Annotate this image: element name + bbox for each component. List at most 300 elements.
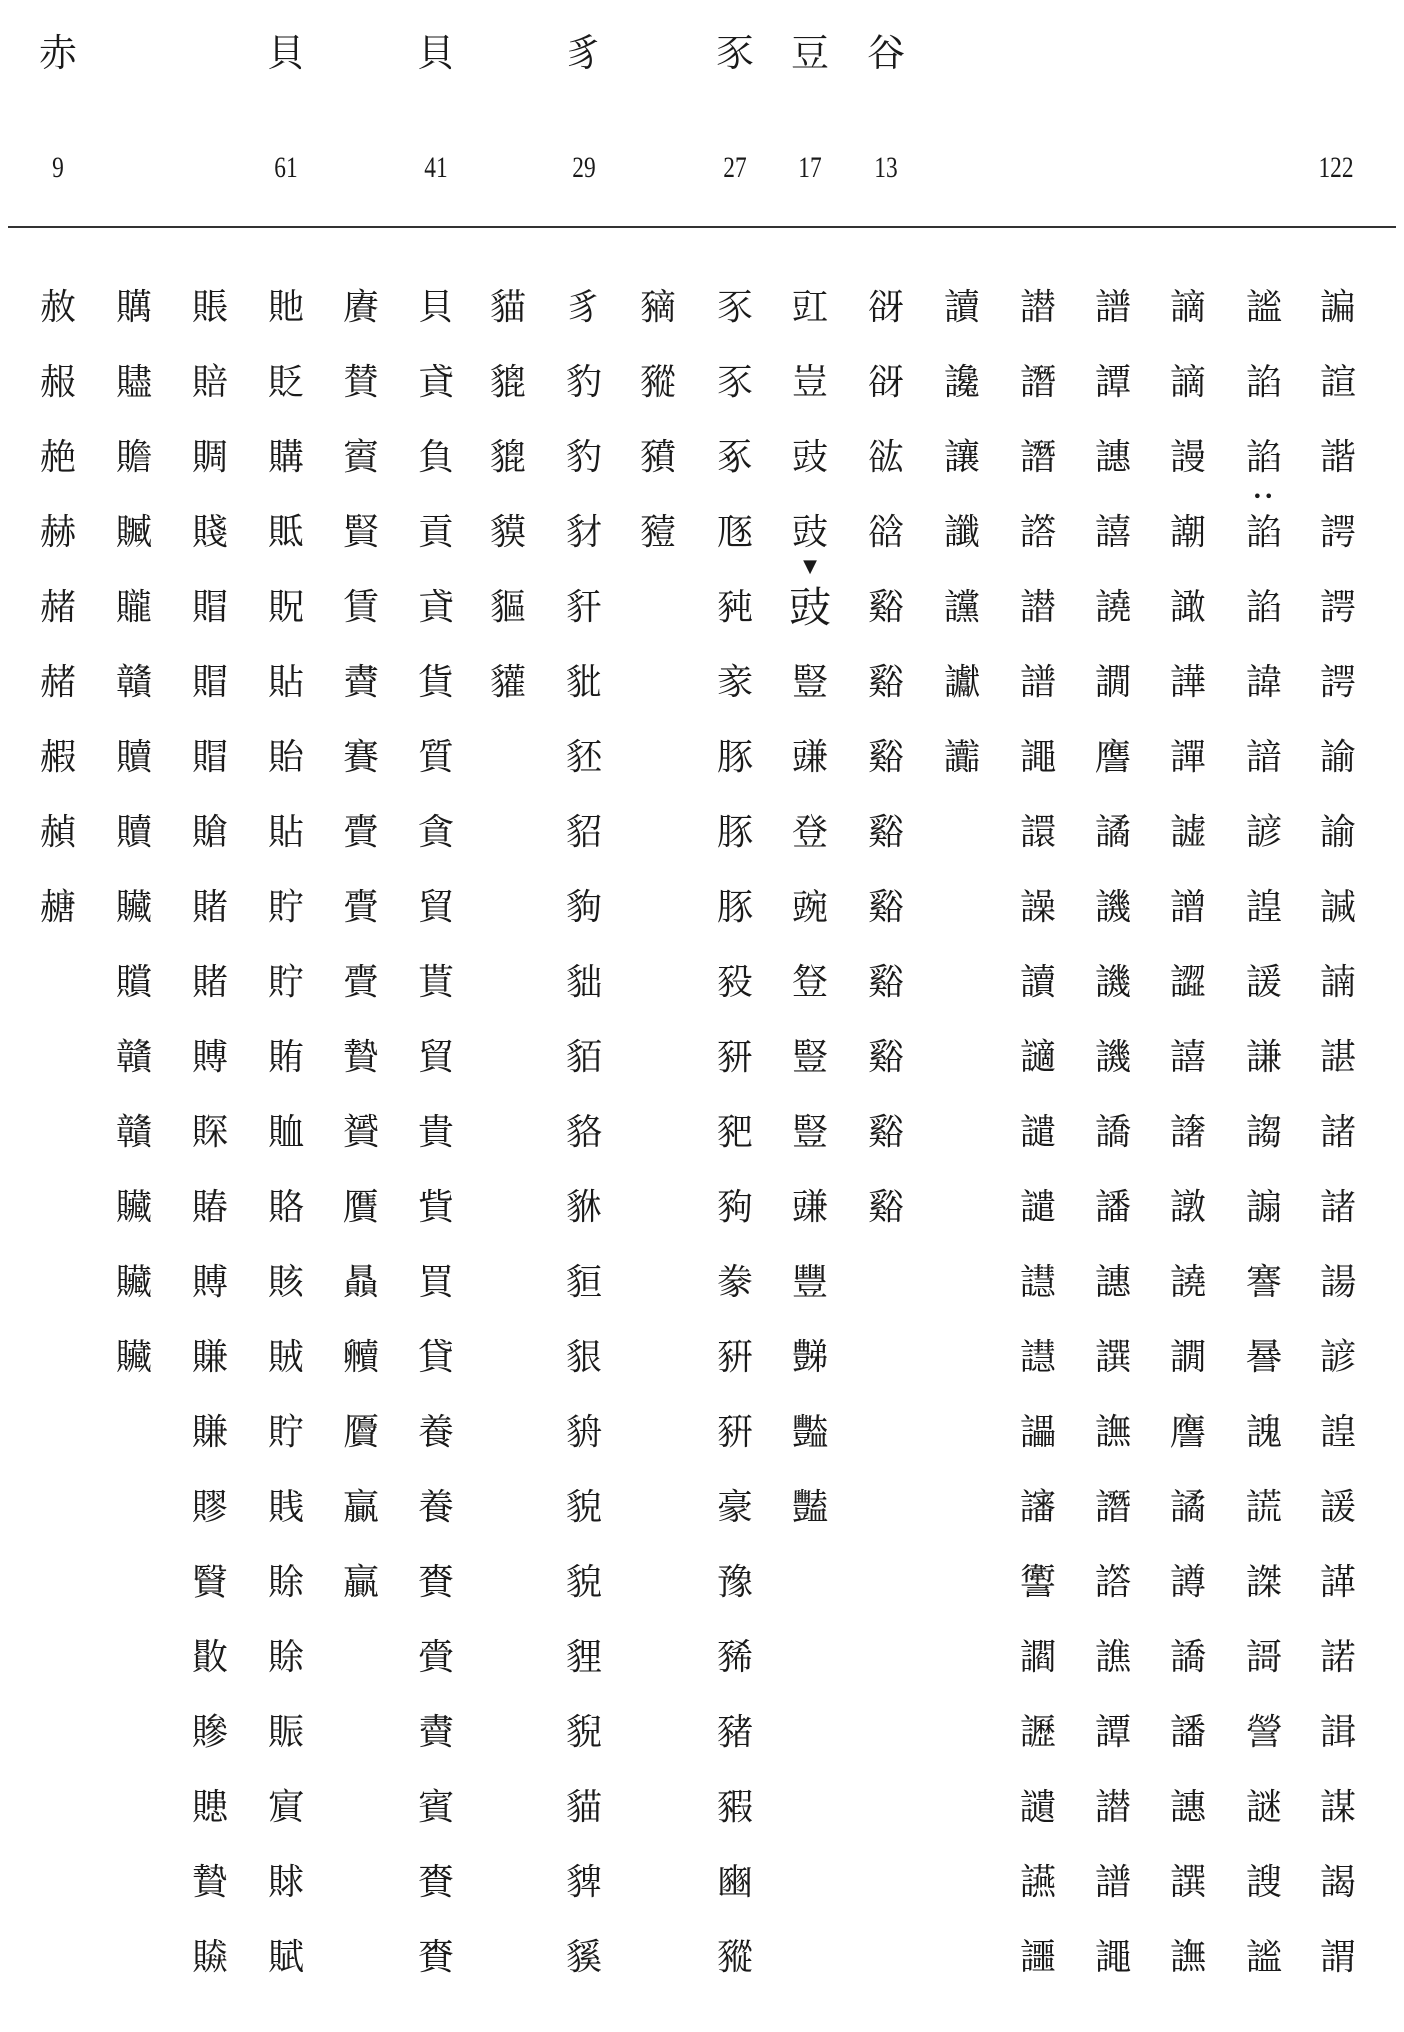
radical-header: 豸 <box>564 31 603 75</box>
character-entry: 讌 <box>1019 1862 1056 1903</box>
character-entry: 諤 <box>1319 587 1356 628</box>
character-entry: 谿 <box>867 812 904 853</box>
character-entry: 登 <box>791 812 828 853</box>
character-entry: 譋 <box>1169 1337 1206 1378</box>
character-entry: 豺 <box>565 512 602 553</box>
character-entry: 贓 <box>115 512 152 553</box>
stroke-count: 41 <box>424 151 448 184</box>
character-entry: 讅 <box>1019 1487 1056 1528</box>
character-entry: 貤 <box>267 287 304 328</box>
radical-header: 赤 <box>38 31 77 75</box>
character-entry: 諱 <box>1245 662 1282 703</box>
character-entry: 譏 <box>1094 887 1131 928</box>
character-entry: 諭 <box>1319 812 1356 853</box>
character-entry: 豣 <box>716 1337 753 1378</box>
character-entry: 贁 <box>191 1637 228 1678</box>
stroke-count: 13 <box>874 151 898 184</box>
character-entry: 豌 <box>791 887 828 928</box>
character-entry: 譛 <box>1019 287 1056 328</box>
character-entry: 豪 <box>716 1487 753 1528</box>
character-entry: 貛 <box>489 662 526 703</box>
character-entry: 谿 <box>867 587 904 628</box>
character-entry: 谿 <box>867 962 904 1003</box>
character-entry: 貸 <box>417 1337 454 1378</box>
character-entry: 賕 <box>267 1862 304 1903</box>
character-entry: 質 <box>417 737 454 778</box>
character-entry: 謎 <box>1245 1787 1282 1828</box>
character-entry: 豑 <box>791 1337 828 1378</box>
character-entry: 豔 <box>791 1487 828 1528</box>
character-column <box>1303 278 1373 2003</box>
character-column <box>1078 278 1148 2003</box>
character-entry: 貝 <box>417 287 454 328</box>
character-entry: 貙 <box>489 587 526 628</box>
character-entry: 贛 <box>115 1112 152 1153</box>
character-entry: 諤 <box>1319 512 1356 553</box>
character-entry: 謂 <box>1319 1937 1356 1978</box>
character-entry: 賤 <box>191 512 228 553</box>
character-entry: 譑 <box>1094 1112 1131 1153</box>
character-entry: 貯 <box>267 962 304 1003</box>
character-entry: 賵 <box>191 587 228 628</box>
character-entry: 諿 <box>1319 1712 1356 1753</box>
character-entry: 謍 <box>1245 1712 1282 1753</box>
character-entry: 譒 <box>1169 1712 1206 1753</box>
character-entry: 豨 <box>716 1637 753 1678</box>
character-entry: 賙 <box>191 437 228 478</box>
character-column <box>251 278 321 2003</box>
character-entry: 譊 <box>1094 587 1131 628</box>
character-entry: 譇 <box>1169 1112 1206 1153</box>
character-entry: 谺 <box>867 362 904 403</box>
character-entry: 譎 <box>1169 1487 1206 1528</box>
character-entry: 豵 <box>716 1937 753 1978</box>
character-entry: 譒 <box>1094 1187 1131 1228</box>
character-entry: 赦 <box>39 287 76 328</box>
stroke-count: 61 <box>274 151 298 184</box>
character-entry: 谺 <box>867 287 904 328</box>
character-entry: 赩 <box>39 437 76 478</box>
character-entry: 譕 <box>1169 1937 1206 1978</box>
character-entry: 賭 <box>191 887 228 928</box>
character-entry: 譚 <box>1094 362 1131 403</box>
character-column <box>851 278 921 1253</box>
character-entry: 賓 <box>417 1787 454 1828</box>
stroke-count: 29 <box>572 151 596 184</box>
character-entry: 贃 <box>191 1787 228 1828</box>
character-entry: 賂 <box>267 1187 304 1228</box>
character-entry: 貨 <box>417 662 454 703</box>
character-entry: 贀 <box>191 1562 228 1603</box>
character-entry: 賭 <box>191 962 228 1003</box>
character-entry: 賚 <box>417 1562 454 1603</box>
character-entry: 諼 <box>1245 962 1282 1003</box>
character-entry: 謫 <box>1169 362 1206 403</box>
character-entry: 豎 <box>791 1112 828 1153</box>
character-entry: 譗 <box>1094 1562 1131 1603</box>
character-entry: 赯 <box>39 887 76 928</box>
character-entry: 贏 <box>342 1562 379 1603</box>
character-entry: 贕 <box>342 1337 379 1378</box>
character-entry: 養 <box>417 1412 454 1453</box>
character-entry: 贔 <box>342 1262 379 1303</box>
character-entry: 賚 <box>417 1862 454 1903</box>
character-entry: 豏 <box>791 1187 828 1228</box>
character-entry: 貂 <box>565 812 602 853</box>
character-entry: 賺 <box>191 1337 228 1378</box>
character-column <box>1153 278 1223 2003</box>
character-entry: 讇 <box>1019 1637 1056 1678</box>
character-entry: 謆 <box>1245 1187 1282 1228</box>
triangle-marker-icon: ▼ <box>803 556 817 577</box>
character-entry: 贛 <box>115 1037 152 1078</box>
character-entry: 賶 <box>191 812 228 853</box>
character-entry: 諧 <box>1319 437 1356 478</box>
character-entry: 買 <box>417 1262 454 1303</box>
radical-header: 豆 <box>790 31 829 75</box>
divider-rule <box>8 226 1396 228</box>
character-entry: 貊 <box>565 1037 602 1078</box>
character-entry: 譃 <box>1169 812 1206 853</box>
character-entry: 貢 <box>417 512 454 553</box>
character-entry: 豉 ▼ <box>775 578 845 653</box>
character-entry: 譴 <box>1019 1187 1056 1228</box>
character-entry: 譓 <box>1169 1787 1206 1828</box>
character-entry: 貌 <box>565 1487 602 1528</box>
character-entry: 譀 <box>1169 587 1206 628</box>
character-entry: 豚 <box>716 812 753 853</box>
character-entry: 讆 <box>1019 1562 1056 1603</box>
character-entry: 謫 <box>1169 287 1206 328</box>
character-entry: 譍 <box>1094 737 1131 778</box>
character-entry: 譕 <box>1094 1412 1131 1453</box>
character-entry: 讄 <box>1019 1412 1056 1453</box>
character-entry: 譴 <box>1019 1112 1056 1153</box>
character-entry: 贜 <box>115 1262 152 1303</box>
emphasis-dots-mark: •• <box>1252 487 1276 506</box>
character-entry: 谿 <box>867 737 904 778</box>
character-entry: 諶 <box>1319 1037 1356 1078</box>
stroke-count: 27 <box>723 151 747 184</box>
character-entry: 贐 <box>115 362 152 403</box>
character-entry: 貀 <box>565 962 602 1003</box>
character-entry: 豗 <box>716 512 753 553</box>
character-entry: 讞 <box>943 662 980 703</box>
character-entry: 豇 <box>791 287 828 328</box>
character-entry: 貔 <box>489 362 526 403</box>
character-entry: 贖 <box>115 737 152 778</box>
character-entry: 贂 <box>191 1712 228 1753</box>
character-entry: 譙 <box>1094 1637 1131 1678</box>
character-entry: 諭 <box>1319 737 1356 778</box>
character-entry: 賉 <box>267 1112 304 1153</box>
character-column <box>623 278 693 578</box>
character-entry: 賷 <box>342 887 379 928</box>
character-entry: 貣 <box>417 587 454 628</box>
character-entry: 譜 <box>1094 287 1131 328</box>
character-entry: 謌 <box>1245 1637 1282 1678</box>
character-entry: 贍 <box>115 437 152 478</box>
character-entry: 豓 <box>791 1412 828 1453</box>
character-entry: 豹 <box>565 437 602 478</box>
character-entry: 譛 <box>1094 1787 1131 1828</box>
character-column <box>700 278 770 2003</box>
character-entry: 諞 <box>1319 287 1356 328</box>
radical-header: 貝 <box>266 31 305 75</box>
character-entry: 谽 <box>867 512 904 553</box>
character-entry: 諸 <box>1319 1187 1356 1228</box>
character-entry: 謈 <box>1245 1337 1282 1378</box>
stroke-count: 9 <box>52 151 64 184</box>
character-entry: 諹 <box>1319 1262 1356 1303</box>
character-entry: 諂 <box>1245 362 1282 403</box>
character-entry: 賑 <box>267 1712 304 1753</box>
stroke-count: 17 <box>798 151 822 184</box>
character-entry: 豫 <box>716 1562 753 1603</box>
character-entry: 諼 <box>1319 1487 1356 1528</box>
character-entry: 賦 <box>267 1937 304 1978</box>
character-entry: 讈 <box>1019 1712 1056 1753</box>
character-entry: 賷 <box>342 962 379 1003</box>
character-entry: 貿 <box>417 887 454 928</box>
character-entry: 貘 <box>489 512 526 553</box>
character-entry: 谿 <box>867 1187 904 1228</box>
character-entry: 谿 <box>867 1037 904 1078</box>
character-entry: 豾 <box>565 737 602 778</box>
character-entry: 貪 <box>417 812 454 853</box>
character-entry: 貍 <box>565 1637 602 1678</box>
character-entry: 豬 <box>716 1712 753 1753</box>
character-entry: 豋 <box>791 962 828 1003</box>
character-entry: 豼 <box>565 662 602 703</box>
character-entry: 賊 <box>267 1337 304 1378</box>
character-entry: 豷 <box>639 512 676 553</box>
character-entry: 豸 <box>565 287 602 328</box>
character-entry: 豵 <box>639 362 676 403</box>
character-entry: 譁 <box>1169 662 1206 703</box>
character-entry: 諤 <box>1319 662 1356 703</box>
character-entry: 謾 <box>1169 437 1206 478</box>
character-entry: 譞 <box>1019 812 1056 853</box>
character-entry: 諽 <box>1319 1562 1356 1603</box>
character-entry: 貏 <box>565 1862 602 1903</box>
character-entry: 譎 <box>1094 812 1131 853</box>
character-entry: 賫 <box>417 1637 454 1678</box>
character-entry: 譖 <box>1019 362 1056 403</box>
character-entry: 讁 <box>1019 1037 1056 1078</box>
character-entry: 譊 <box>1169 1262 1206 1303</box>
character-entry: 諳 <box>1245 737 1282 778</box>
character-entry: 賖 <box>267 1562 304 1603</box>
character-entry: 謏 <box>1245 1862 1282 1903</box>
character-entry: 賡 <box>342 287 379 328</box>
character-entry: 譔 <box>1094 1337 1131 1378</box>
character-entry: 謇 <box>1245 1262 1282 1303</box>
character-entry: 豶 <box>639 437 676 478</box>
character-entry: 賷 <box>342 812 379 853</box>
character-entry: 貶 <box>267 362 304 403</box>
character-entry: 謉 <box>1245 1412 1282 1453</box>
character-entry: 譚 <box>1094 1712 1131 1753</box>
character-entry: 賵 <box>191 737 228 778</box>
character-entry: 豚 <box>716 887 753 928</box>
character-entry: 贜 <box>115 1337 152 1378</box>
character-column <box>1229 278 1299 2003</box>
character-entry: 贜 <box>115 887 152 928</box>
character-entry: 豖 <box>716 437 753 478</box>
character-entry: 赭 <box>39 587 76 628</box>
character-entry: 豳 <box>716 1862 753 1903</box>
character-entry: 赧 <box>39 362 76 403</box>
character-entry: 譆 <box>1094 512 1131 553</box>
character-entry: 購 <box>267 437 304 478</box>
character-entry: 贆 <box>191 1937 228 1978</box>
character-entry: 讉 <box>1019 1787 1056 1828</box>
character-entry: 豿 <box>565 887 602 928</box>
character-entry: 譛 <box>1019 587 1056 628</box>
character-entry: 豢 <box>716 1262 753 1303</box>
character-entry: 貎 <box>565 1712 602 1753</box>
character-entry: 賻 <box>191 1262 228 1303</box>
character-entry: 貌 <box>565 1562 602 1603</box>
character-column <box>775 278 845 1553</box>
character-entry: 賖 <box>267 1637 304 1678</box>
stroke-count: 122 <box>1318 151 1354 184</box>
radical-header: 豕 <box>715 31 754 75</box>
character-entry: 豛 <box>716 962 753 1003</box>
character-entry: 豞 <box>716 1187 753 1228</box>
character-entry: 譔 <box>1169 1862 1206 1903</box>
character-entry: 貺 <box>267 587 304 628</box>
character-entry: 謐 <box>1245 1937 1282 1978</box>
character-entry: 贄 <box>191 1862 228 1903</box>
character-entry: 豙 <box>716 662 753 703</box>
character-entry: 謁 <box>1319 1862 1356 1903</box>
character-column <box>1003 278 1073 2003</box>
character-entry: 諻 <box>1245 887 1282 928</box>
character-entry: 豴 <box>639 287 676 328</box>
character-entry: 貼 <box>267 662 304 703</box>
character-entry: 養 <box>417 1487 454 1528</box>
character-entry: 豕 <box>716 287 753 328</box>
character-entry: 贖 <box>115 812 152 853</box>
character-entry: 貕 <box>565 1937 602 1978</box>
character-entry: 貈 <box>565 1412 602 1453</box>
character-entry: 贜 <box>115 1187 152 1228</box>
character-entry: 謿 <box>1169 512 1206 553</box>
character-entry: 貰 <box>417 962 454 1003</box>
character-column <box>401 278 471 2003</box>
character-entry: 貣 <box>417 362 454 403</box>
character-entry: 賅 <box>267 1262 304 1303</box>
character-entry: 賝 <box>191 1112 228 1153</box>
character-entry: 豐 <box>791 1262 828 1303</box>
character-entry: 貯 <box>267 1412 304 1453</box>
character-entry: 豉 <box>791 512 828 553</box>
character-entry: 譓 <box>1094 437 1131 478</box>
character-entry: 貓 <box>565 1787 602 1828</box>
character-entry: 賄 <box>267 1037 304 1078</box>
character-entry: 貔 <box>489 437 526 478</box>
character-entry: 謋 <box>1245 1562 1282 1603</box>
character-entry: 譿 <box>1019 1262 1056 1303</box>
character-entry: 豎 <box>791 662 828 703</box>
character-entry: 贇 <box>342 1112 379 1153</box>
character-entry: 謊 <box>1245 1487 1282 1528</box>
character-entry: 谿 <box>867 662 904 703</box>
character-entry: 譅 <box>1169 962 1206 1003</box>
character-entry: 賬 <box>191 287 228 328</box>
character-entry: 豝 <box>716 1112 753 1153</box>
character-entry: 諾 <box>1319 1637 1356 1678</box>
radical-header: 谷 <box>866 31 905 75</box>
character-entry: 讟 <box>943 737 980 778</box>
character-entry: 贋 <box>342 1187 379 1228</box>
character-entry: 貲 <box>417 1187 454 1228</box>
character-entry: 豣 <box>716 1412 753 1453</box>
character-entry: 諠 <box>1319 362 1356 403</box>
character-entry: 讜 <box>943 587 980 628</box>
character-entry: 豏 <box>791 737 828 778</box>
character-entry: 諴 <box>1319 887 1356 928</box>
character-entry: 赫 <box>39 512 76 553</box>
character-entry: 賵 <box>191 662 228 703</box>
character-entry: 贄 <box>342 1037 379 1078</box>
character-entry: 谿 <box>867 1112 904 1153</box>
character-entry: 諵 <box>1319 962 1356 1003</box>
character-entry: 諸 <box>1319 1112 1356 1153</box>
character-entry: 豭 <box>716 1787 753 1828</box>
character-entry: 貆 <box>565 1262 602 1303</box>
character-entry: 譟 <box>1019 887 1056 928</box>
character-entry: 謐 <box>1245 287 1282 328</box>
character-entry: 負 <box>417 437 454 478</box>
character-entry: 譗 <box>1019 512 1056 553</box>
character-entry: 谿 <box>867 887 904 928</box>
character-entry: 贘 <box>115 962 152 1003</box>
character-entry: 賮 <box>342 662 379 703</box>
character-entry: 譜 <box>1094 1862 1131 1903</box>
character-column <box>473 278 543 728</box>
character-entry: 貉 <box>565 1112 602 1153</box>
character-entry: 赬 <box>39 812 76 853</box>
character-entry: 譿 <box>1019 1337 1056 1378</box>
character-entry: 譖 <box>1094 1487 1131 1528</box>
character-entry: 贎 <box>115 287 152 328</box>
character-entry: 貽 <box>267 737 304 778</box>
character-entry: 賰 <box>191 1187 228 1228</box>
character-entry: 貼 <box>267 812 304 853</box>
character-entry: 貅 <box>565 1187 602 1228</box>
character-entry: 貇 <box>565 1337 602 1378</box>
character-entry: 賺 <box>191 1412 228 1453</box>
character-entry: 譜 <box>1019 662 1056 703</box>
character-entry: 諂 <box>1245 587 1282 628</box>
character-entry: 諺 <box>1245 812 1282 853</box>
character-entry: 謙 <box>1245 1037 1282 1078</box>
character-entry: 譋 <box>1094 662 1131 703</box>
character-entry: 賔 <box>267 1787 304 1828</box>
character-entry: 諂 •• <box>1229 503 1299 578</box>
character-entry: 豜 <box>716 1037 753 1078</box>
character-entry: 賎 <box>267 1487 304 1528</box>
character-entry: 讍 <box>1019 1937 1056 1978</box>
character-entry: 譝 <box>1094 1937 1131 1978</box>
character-entry: 豻 <box>565 587 602 628</box>
character-entry: 贚 <box>115 587 152 628</box>
character-entry: 赮 <box>39 737 76 778</box>
character-entry: 譍 <box>1169 1412 1206 1453</box>
